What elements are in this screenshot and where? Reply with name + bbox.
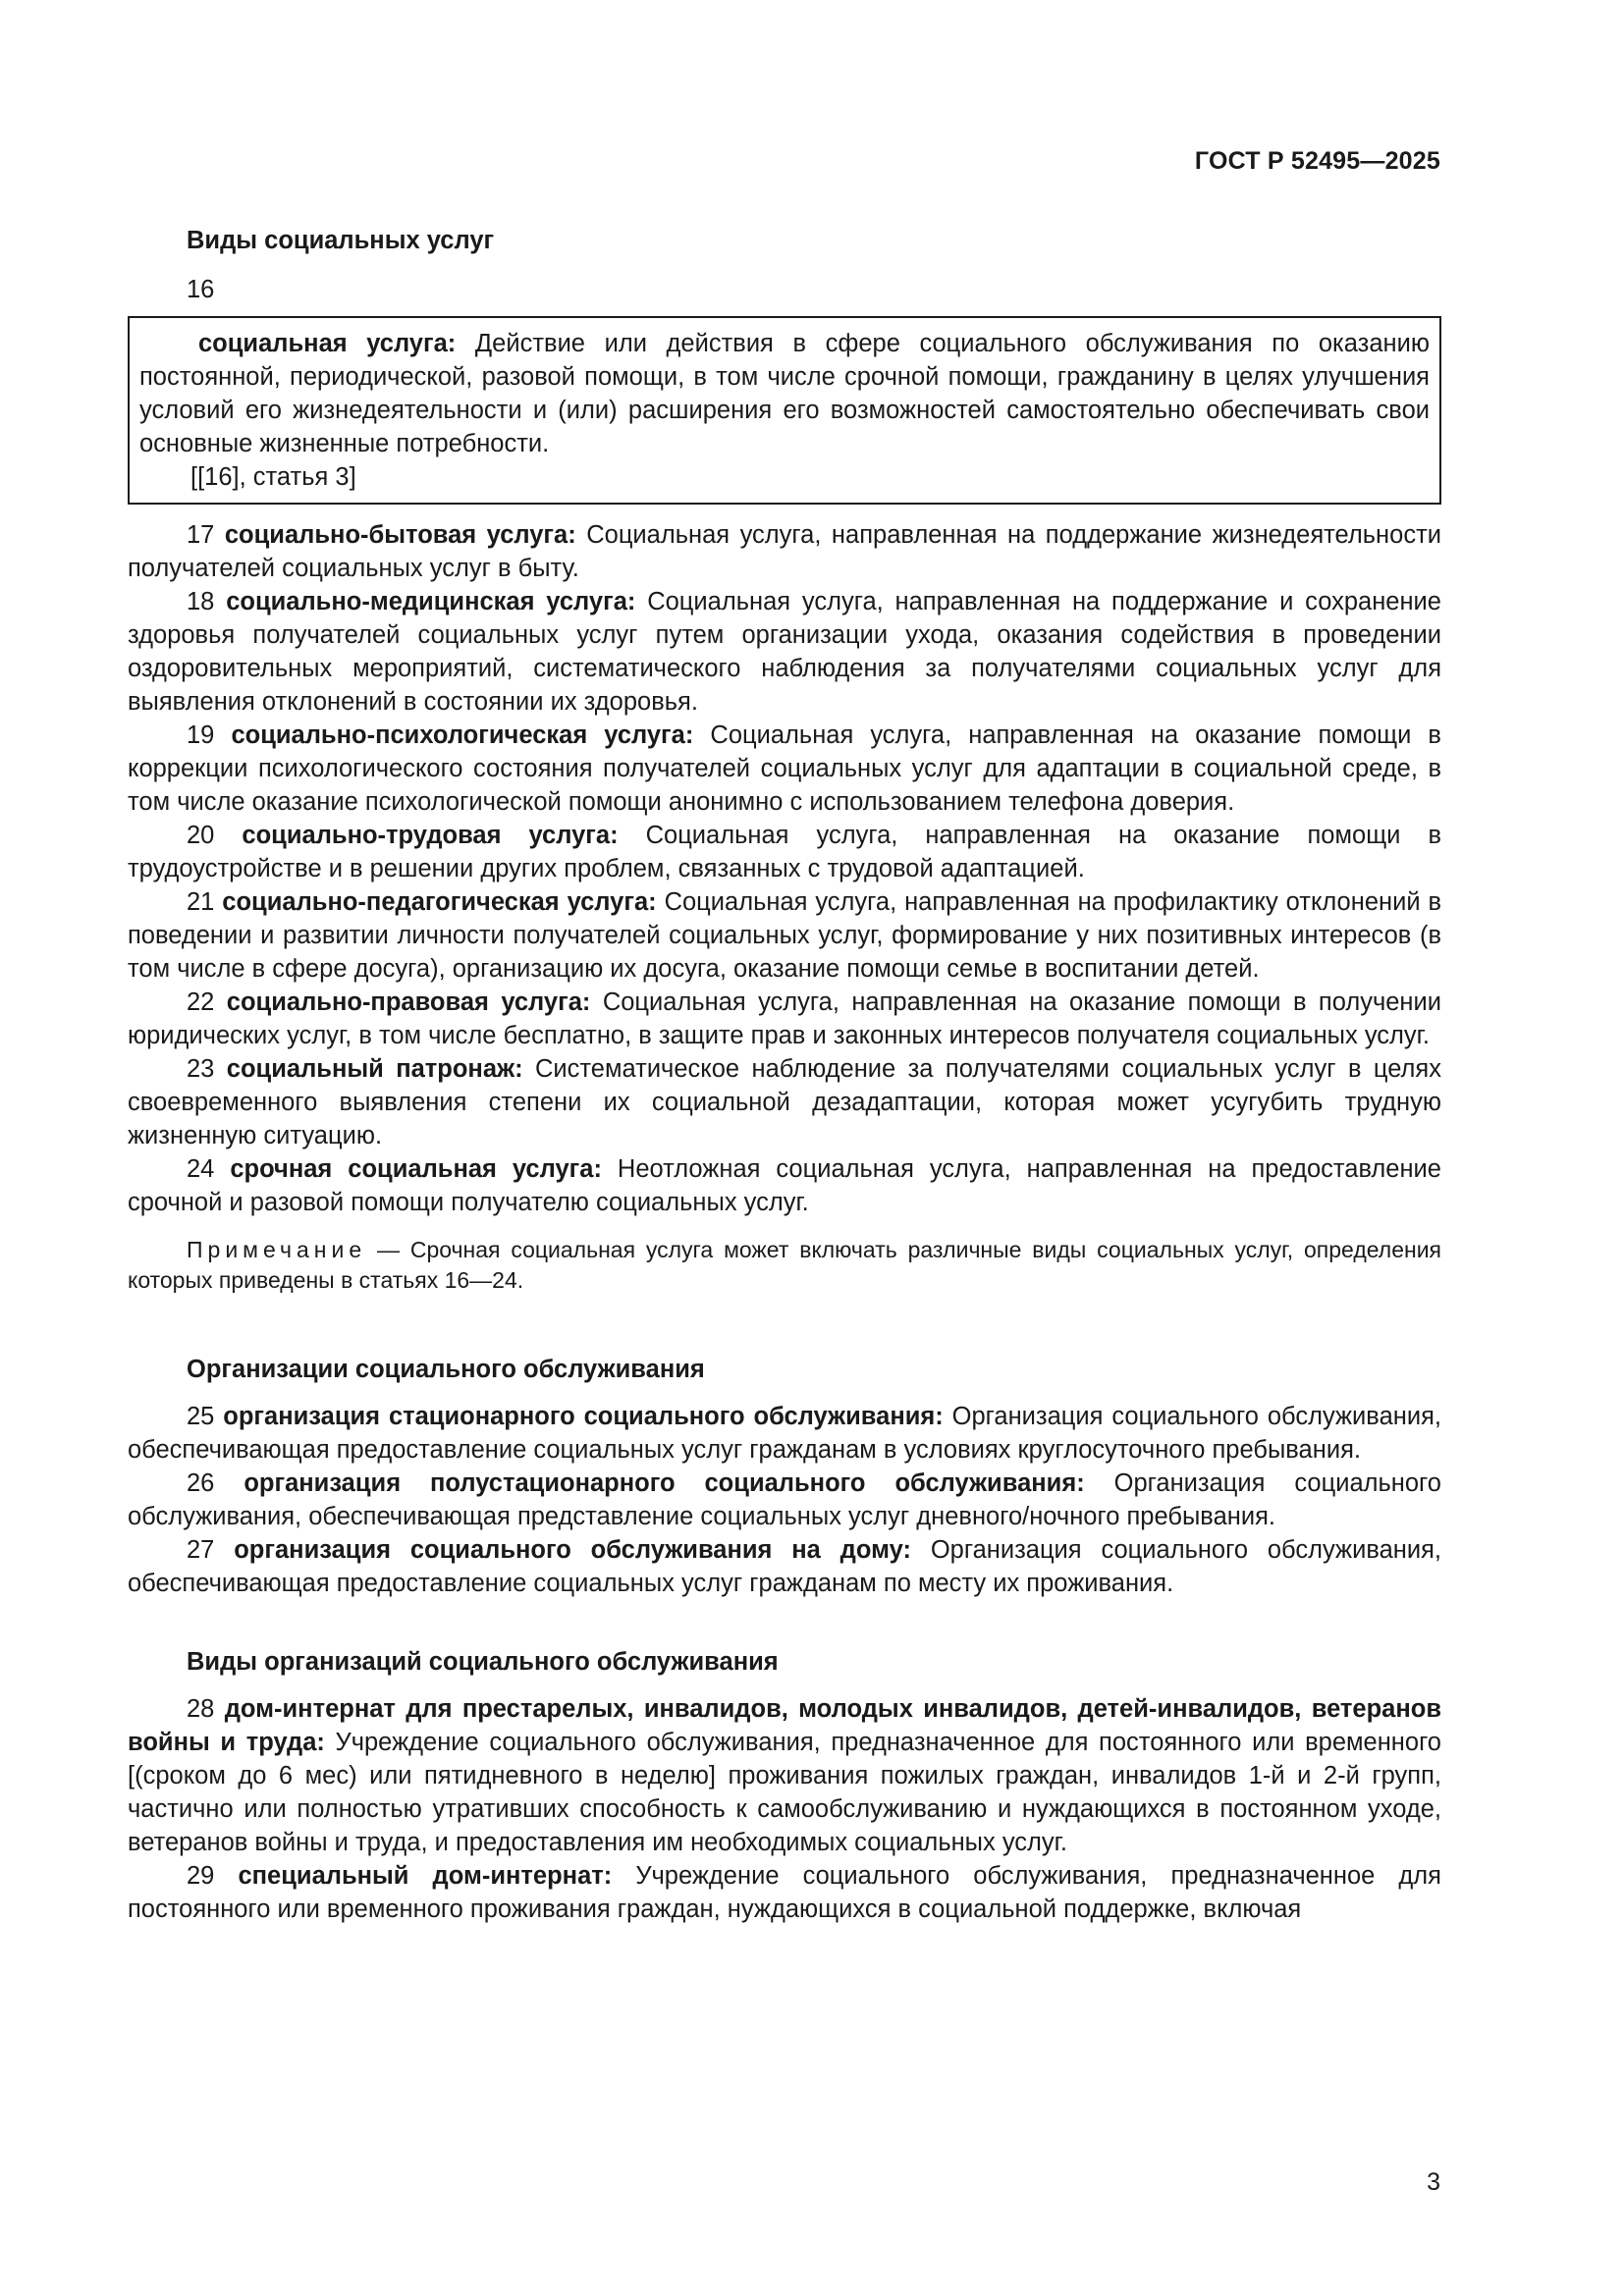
definition-entry <box>128 1467 1441 1533</box>
term: социально-медицинская услуга: <box>226 588 636 615</box>
term: социально-психологическая услуга: <box>231 721 694 749</box>
term: социально-правовая услуга: <box>226 988 591 1016</box>
definition-entry <box>128 1400 1441 1467</box>
definition-entry <box>128 986 1441 1052</box>
document-body <box>128 224 1441 1926</box>
term: организация стационарного социального обслуживания: <box>223 1403 944 1430</box>
entry-number: 23 <box>187 1055 215 1083</box>
term: социально-педагогическая услуга: <box>222 888 657 916</box>
standard-code-header: ГОСТ Р 52495—2025 <box>1194 147 1440 175</box>
entry-number: 20 <box>187 822 215 849</box>
definition-paragraph <box>139 327 1430 460</box>
entry-number: 18 <box>187 588 215 615</box>
note-text: — Срочная социальная услуга может включать различные виды социальных услуг, определения которых приведены в статьях 16—24. <box>128 1237 1441 1293</box>
definition-entry <box>128 1152 1441 1219</box>
term: организация полустационарного социального обслуживания: <box>244 1469 1085 1497</box>
definition-text: Социальная услуга, направленная на профилактику отклонений в поведении и развитии личности получателей социальных услуг, формирование у них позитивных интересов (в том числе в сфере досуга), организацию их досуга, оказание помощи семье в воспитании детей. <box>128 888 1442 983</box>
term: организация социального обслуживания на дому: <box>234 1536 911 1564</box>
note <box>128 1235 1441 1296</box>
definition-text: Социальная услуга, направленная на оказание помощи в трудоустройстве и в решении других проблем, связанных с трудовой адаптацией. <box>128 822 1441 882</box>
definition-text: Социальная услуга, направленная на поддержание и сохранение здоровья получателей социальных услуг путем организации ухода, оказания содействия в проведении оздоровительных мероприятий, систематического наблюдения за получателями социальных услуг для выявления отклонений в состоянии их здоровья. <box>128 588 1441 716</box>
section-heading: Виды организаций социального обслуживания <box>187 1648 779 1676</box>
boxed-definition <box>128 316 1441 505</box>
entry-number: 27 <box>187 1536 215 1564</box>
definition-text: Организация социального обслуживания, обеспечивающая предоставление социальных услуг гражданам по месту их проживания. <box>128 1536 1441 1597</box>
definition-text: Организация социального обслуживания, обеспечивающая представление социальных услуг дневного/ночного пребывания. <box>128 1469 1441 1530</box>
entry-number: 26 <box>187 1469 215 1497</box>
definition-text: Социальная услуга, направленная на оказание помощи в коррекции психологического состояния получателей социальных услуг для адаптации в социальной среде, в том числе оказание психологической помощи анонимно с использованием телефона доверия. <box>128 721 1441 816</box>
definition-entry <box>128 1052 1441 1152</box>
definition-entry <box>128 719 1441 819</box>
entry-number: 29 <box>187 1862 215 1890</box>
term: специальный дом-интернат: <box>238 1862 613 1890</box>
definition-text: Организация социального обслуживания, обеспечивающая предоставление социальных услуг гражданам в условиях круглосуточного пребывания. <box>128 1403 1441 1464</box>
entry-number: 24 <box>187 1155 215 1183</box>
page-number: 3 <box>1427 2168 1440 2196</box>
definition-text: Учреждение социального обслуживания, предназначенное для постоянного или временного [(сроком до 6 мес) или пятидневного в неделю] проживания пожилых граждан, инвалидов 1-й и 2-й групп, частично или полностью утративших способность к самообслуживанию и нуждающихся в постоянном уходе, ветеранов войны и труда, и предоставления им необходимых социальных услуг. <box>128 1729 1441 1856</box>
entry-number: 22 <box>187 988 215 1016</box>
definition-text: Систематическое наблюдение за получателями социальных услуг в целях своевременного выявления степени их социальной дезадаптации, которая может усугубить трудную жизненную ситуацию. <box>128 1055 1441 1149</box>
term: дом-интернат для престарелых, инвалидов, молодых инвалидов, детей-инвалидов, ветеранов войны и труда: <box>128 1695 1441 1756</box>
term: социальная услуга: <box>198 330 457 357</box>
entry-number: 25 <box>187 1403 215 1430</box>
term: социально-трудовая услуга: <box>242 822 619 849</box>
definition-text: Социальная услуга, направленная на поддержание жизнедеятельности получателей социальных услуг в быту. <box>128 521 1441 582</box>
definition-text: Неотложная социальная услуга, направленная на предоставление срочной и разовой помощи получателю социальных услуг. <box>128 1155 1441 1216</box>
entry-number: 28 <box>187 1695 215 1723</box>
definition-entry <box>128 819 1441 885</box>
definition-entry <box>128 1692 1441 1859</box>
definition-text: Учреждение социального обслуживания, предназначенное для постоянного или временного проживания граждан, нуждающихся в социальной поддержке, включая <box>128 1862 1441 1923</box>
note-label: Примечание <box>187 1237 367 1262</box>
definition-entry <box>128 885 1441 986</box>
term: социально-бытовая услуга: <box>224 521 576 549</box>
definition-entry <box>128 1859 1441 1926</box>
entry-number: 19 <box>187 721 215 749</box>
entry-number: 21 <box>187 888 215 916</box>
term: социальный патронаж: <box>226 1055 523 1083</box>
term: срочная социальная услуга: <box>230 1155 602 1183</box>
entry-number: 16 <box>187 276 215 303</box>
definition-entry <box>128 518 1441 585</box>
definition-entry <box>128 1533 1441 1600</box>
definition-entry <box>128 585 1441 719</box>
section-heading: Виды социальных услуг <box>187 227 495 254</box>
source-reference: [[16], статья 3] <box>190 463 356 491</box>
entry-number: 17 <box>187 521 215 549</box>
section-heading: Организации социального обслуживания <box>187 1356 705 1383</box>
definition-text: Действие или действия в сфере социального обслуживания по оказанию постоянной, периодической, разовой помощи, в том числе срочной помощи, гражданину в целях улучшения условий его жизнедеятельности и (или) расширения его возможностей самостоятельно обеспечивать свои основные жизненные потребности. <box>139 330 1430 457</box>
definition-text: Социальная услуга, направленная на оказание помощи в получении юридических услуг, в том числе бесплатно, в защите прав и законных интересов получателя социальных услуг. <box>128 988 1441 1049</box>
